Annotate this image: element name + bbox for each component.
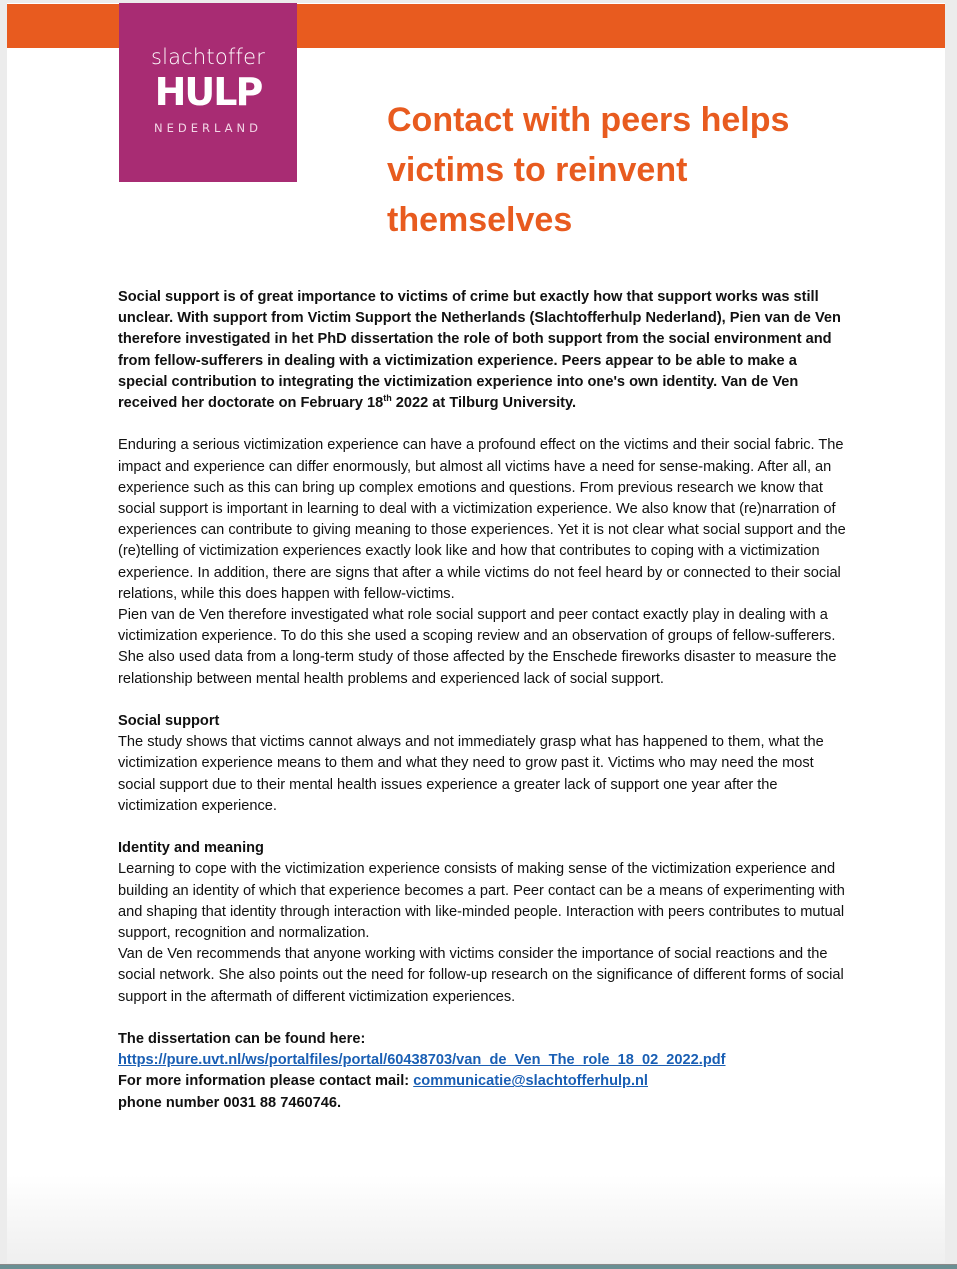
logo-line-hulp: HULP	[154, 70, 262, 114]
social-support-text: The study shows that victims cannot always and not immediately grasp what has happened to them, what the victimization experience means to them and what they need to grow past it. Victims who may need the most social support due to their mental health issues experience a greater lack of support one year after the victimization experience.	[118, 734, 824, 814]
contact-email-link[interactable]: communicatie@slachtofferhulp.nl	[413, 1073, 648, 1090]
bottom-bar	[0, 1265, 957, 1269]
paragraph-2: Pien van de Ven therefore investigated what role social support and peer contact exactly play in dealing with a victimization experience. To do this she used a scoping review and an observation of groups of fellow-sufferers. She also used data from a long-term study of those affected by the Enschede fireworks disaster to measure the relationship between mental health problems and experienced lack of social support.	[118, 607, 837, 687]
paragraph-1: Enduring a serious victimization experience can have a profound effect on the victims and their social fabric. The impact and experience can differ enormously, but almost all victims have a need for sense-making. After all, an experience such as this can bring up complex emotions and questions. From previous research we know that social support is important in learning to deal with a victimization experience. We also know that (re)narration of experiences can contribute to giving meaning to those experiences. Yet it is not clear what social support and the (re)telling of victimization experiences exactly look like and how that contributes to coping with a victimization experience. In addition, there are signs that after a while victims do not feel heard by or connected to their social relations, while this does happen with fellow-victims.	[118, 437, 846, 602]
heading-social-support: Social support	[118, 713, 220, 730]
dissertation-link[interactable]: https://pure.uvt.nl/ws/portalfiles/portal/60438703/van_de_Ven_The_role_18_02_2022.pdf	[118, 1052, 726, 1069]
intro-text: Social support is of great importance to victims of crime but exactly how that support works was still unclear. With support from Victim Support the Netherlands (Slachtofferhulp Nederland), Pien van de Ven therefore investigated in het PhD dissertation the role of both support from the social environment and from fellow-sufferers in dealing with a victimization experience. Peers appear to be able to make a special contribution to integrating the victimization experience into one's own identity. Van de Ven received her doctorate on February 18	[118, 289, 841, 412]
document-page	[7, 3, 945, 1263]
contact-line	[118, 1071, 848, 1092]
heading-identity-meaning: Identity and meaning	[118, 840, 264, 857]
contact-label: For more information please contact mail:	[118, 1073, 414, 1090]
intro-paragraph	[118, 287, 848, 414]
page-title: Contact with peers helps victims to reinvent themselves	[387, 101, 790, 239]
logo-line-nederland: NEDERLAND	[154, 121, 262, 135]
identity-text-1: Learning to cope with the victimization experience consists of making sense of the victimization experience and building an identity of which that experience becomes a part. Peer contact can be a means of experimenting with and shaping that identity through interaction with like-minded people. Interaction with peers contributes to mutual support, recognition and normalization.	[118, 861, 845, 942]
slachtofferhulp-logo	[119, 3, 297, 182]
phone-number: phone number 0031 88 7460746.	[118, 1094, 342, 1111]
article-body	[118, 287, 848, 1114]
intro-superscript: th	[383, 393, 392, 404]
intro-text-end: 2022 at Tilburg University.	[391, 395, 577, 412]
identity-text-2: Van de Ven recommends that anyone working with victims consider the importance of social reactions and the social network. She also points out the need for follow-up research on the significance of different forms of social support in the aftermath of different victimization experiences.	[118, 946, 844, 1005]
logo-line-slachtoffer: slachtoffer	[150, 45, 266, 69]
dissertation-label: The dissertation can be found here:	[118, 1031, 366, 1048]
